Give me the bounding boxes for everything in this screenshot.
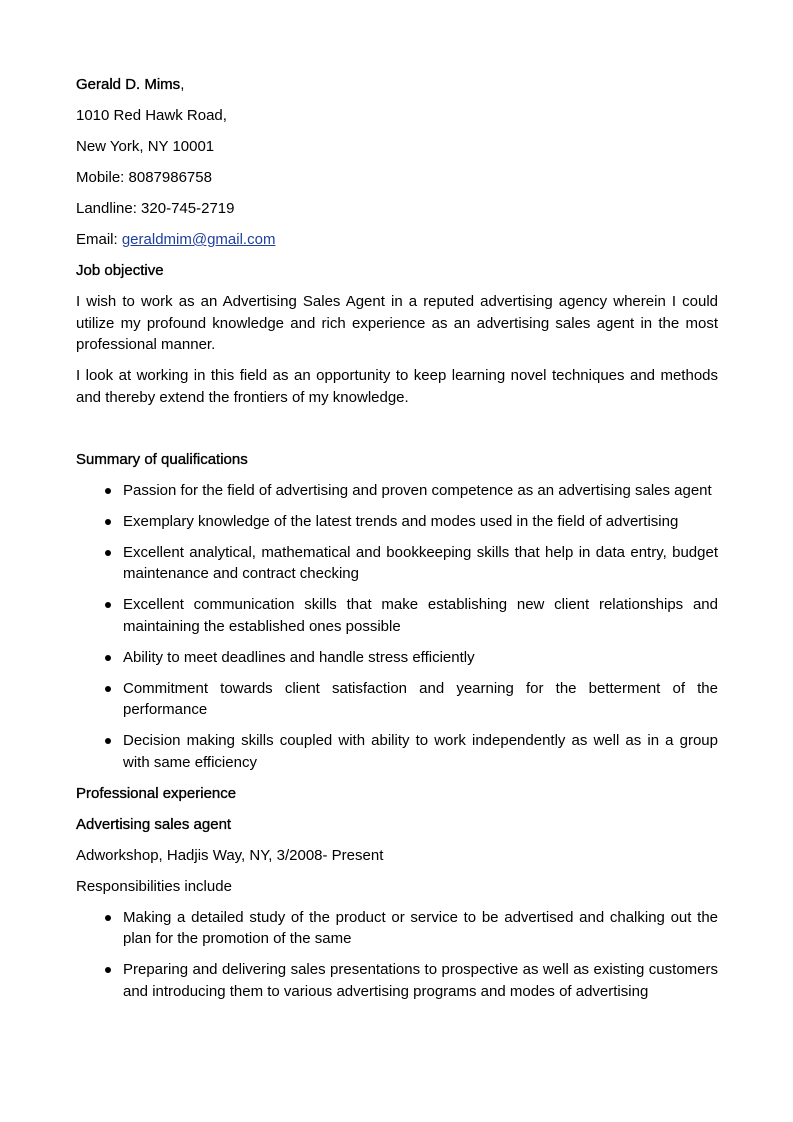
- bullet-icon: [105, 488, 111, 494]
- bullet-icon: [105, 967, 111, 973]
- bullet-icon: [105, 602, 111, 608]
- list-item-text: Commitment towards client satisfaction and yearning for the betterment of the performance: [123, 679, 718, 718]
- list-item: [76, 730, 718, 773]
- resume-page: [76, 74, 718, 1012]
- bullet-icon: [105, 550, 111, 556]
- bullet-icon: [105, 519, 111, 525]
- list-item-text: Passion for the field of advertising and proven competence as an advertising sales agent: [123, 481, 712, 499]
- company-line: Adworkshop, Hadjis Way, NY, 3/2008- Present: [76, 846, 384, 864]
- responsibilities-label: Responsibilities include: [76, 877, 232, 895]
- list-item-text: Making a detailed study of the product or service to be advertised and chalking out the plan for the promotion of the same: [123, 908, 718, 947]
- objective-paragraph-1: I wish to work as an Advertising Sales Agent in a reputed advertising agency wherein I could utilize my profound knowledge and rich experience as an advertising sales agent in the most professional manner.: [76, 293, 718, 353]
- list-item: [76, 542, 718, 585]
- objective-paragraph-2: I look at working in this field as an opportunity to keep learning novel techniques and methods and thereby extend the frontiers of my knowledge.: [76, 367, 718, 406]
- contact-city: New York, NY 10001: [76, 138, 215, 155]
- job-title: Advertising sales agent: [76, 815, 232, 833]
- list-item: [76, 594, 718, 637]
- objective-heading: Job objective: [76, 262, 164, 279]
- list-item-text: Ability to meet deadlines and handle stress efficiently: [123, 648, 475, 666]
- contact-street: 1010 Red Hawk Road,: [76, 107, 227, 124]
- bullet-icon: [105, 686, 111, 692]
- bullet-icon: [105, 655, 111, 661]
- contact-name-line: [76, 74, 718, 96]
- list-item-text: Excellent communication skills that make establishing new client relationships and maintaining the established ones possible: [123, 596, 718, 635]
- list-item: [76, 511, 718, 533]
- contact-name: Gerald D. Mims: [76, 76, 181, 93]
- contact-mobile: Mobile: 8087986758: [76, 169, 212, 186]
- list-item: [76, 907, 718, 950]
- list-item-text: Excellent analytical, mathematical and bookkeeping skills that help in data entry, budget maintenance and contract checking: [123, 543, 718, 582]
- contact-name-suffix: ,: [180, 76, 185, 93]
- contact-email-line: [76, 229, 718, 251]
- list-item-text: Exemplary knowledge of the latest trends and modes used in the field of advertising: [123, 512, 679, 530]
- list-item: [76, 959, 718, 1002]
- list-item-text: Preparing and delivering sales presentations to prospective as well as existing customers and introducing them to various advertising programs and modes of advertising: [123, 961, 718, 1000]
- contact-landline: Landline: 320-745-2719: [76, 200, 235, 217]
- contact-email-link[interactable]: geraldmim@gmail.com: [121, 231, 276, 248]
- list-item: [76, 647, 718, 669]
- bullet-icon: [105, 738, 111, 744]
- section-spacer: [76, 418, 718, 449]
- contact-email-label: Email:: [76, 231, 122, 248]
- list-item: [76, 480, 718, 502]
- bullet-icon: [105, 915, 111, 921]
- list-item: [76, 678, 718, 721]
- experience-heading: Professional experience: [76, 784, 237, 802]
- qualifications-list: [76, 480, 718, 774]
- qualifications-heading: Summary of qualifications: [76, 450, 248, 468]
- list-item-text: Decision making skills coupled with ability to work independently as well as in a group with same efficiency: [123, 732, 718, 771]
- responsibilities-list: [76, 907, 718, 1003]
